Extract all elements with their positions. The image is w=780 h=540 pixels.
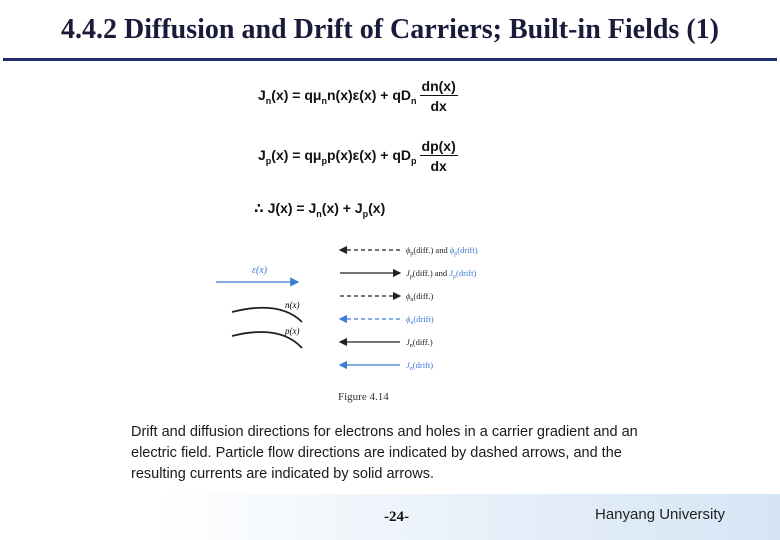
figure-caption-label: Figure 4.14 bbox=[338, 391, 389, 403]
slide-title: 4.4.2 Diffusion and Drift of Carriers; Built-in Fields (1) bbox=[61, 14, 719, 45]
p-profile-label: p(x) bbox=[285, 326, 300, 336]
figure-description: Drift and diffusion directions for electrons and holes in a carrier gradient and an electric field. Particle flow directions are indicated by dashed arrows, and the resulting currents are indicated by solid arrows. bbox=[131, 424, 638, 482]
equation-total: ∴ $J(x) = J_n(x) + J_p(x)$ bbox=[254, 200, 386, 219]
legend-label-5: $J_n(diff.)$ bbox=[406, 337, 433, 349]
equation-jp: $J_p(x) = q\mu_pp(x)\varepsilon(x) + qD_p$ $\frac{dp(x)}{dx}$ bbox=[258, 138, 456, 174]
equation-jn: $J_n(x) = q\mu_nn(x)\varepsilon(x) + qD_n$ $\frac{dn(x)}{dx}$ bbox=[258, 78, 456, 114]
page-number: -24- bbox=[384, 509, 409, 525]
drift-diffusion-figure bbox=[210, 238, 510, 378]
legend-label-1: $\phi_p(diff.)$ and $\phi_p(drift)$ bbox=[406, 245, 478, 257]
legend-label-3: $\phi_n(diff.)$ bbox=[406, 291, 434, 303]
legend-label-6: $J_n(drift)$ bbox=[406, 360, 434, 372]
n-profile-label: n(x) bbox=[285, 300, 300, 310]
legend-label-4: $\phi_n(drift)$ bbox=[406, 314, 434, 326]
figure-legend bbox=[340, 245, 478, 372]
field-label: ε(x) bbox=[252, 265, 268, 276]
title-rule bbox=[3, 58, 777, 61]
institution-name: Hanyang University bbox=[595, 506, 726, 523]
legend-label-2: $J_p(diff.)$ and $J_p(drift)$ bbox=[406, 268, 477, 280]
